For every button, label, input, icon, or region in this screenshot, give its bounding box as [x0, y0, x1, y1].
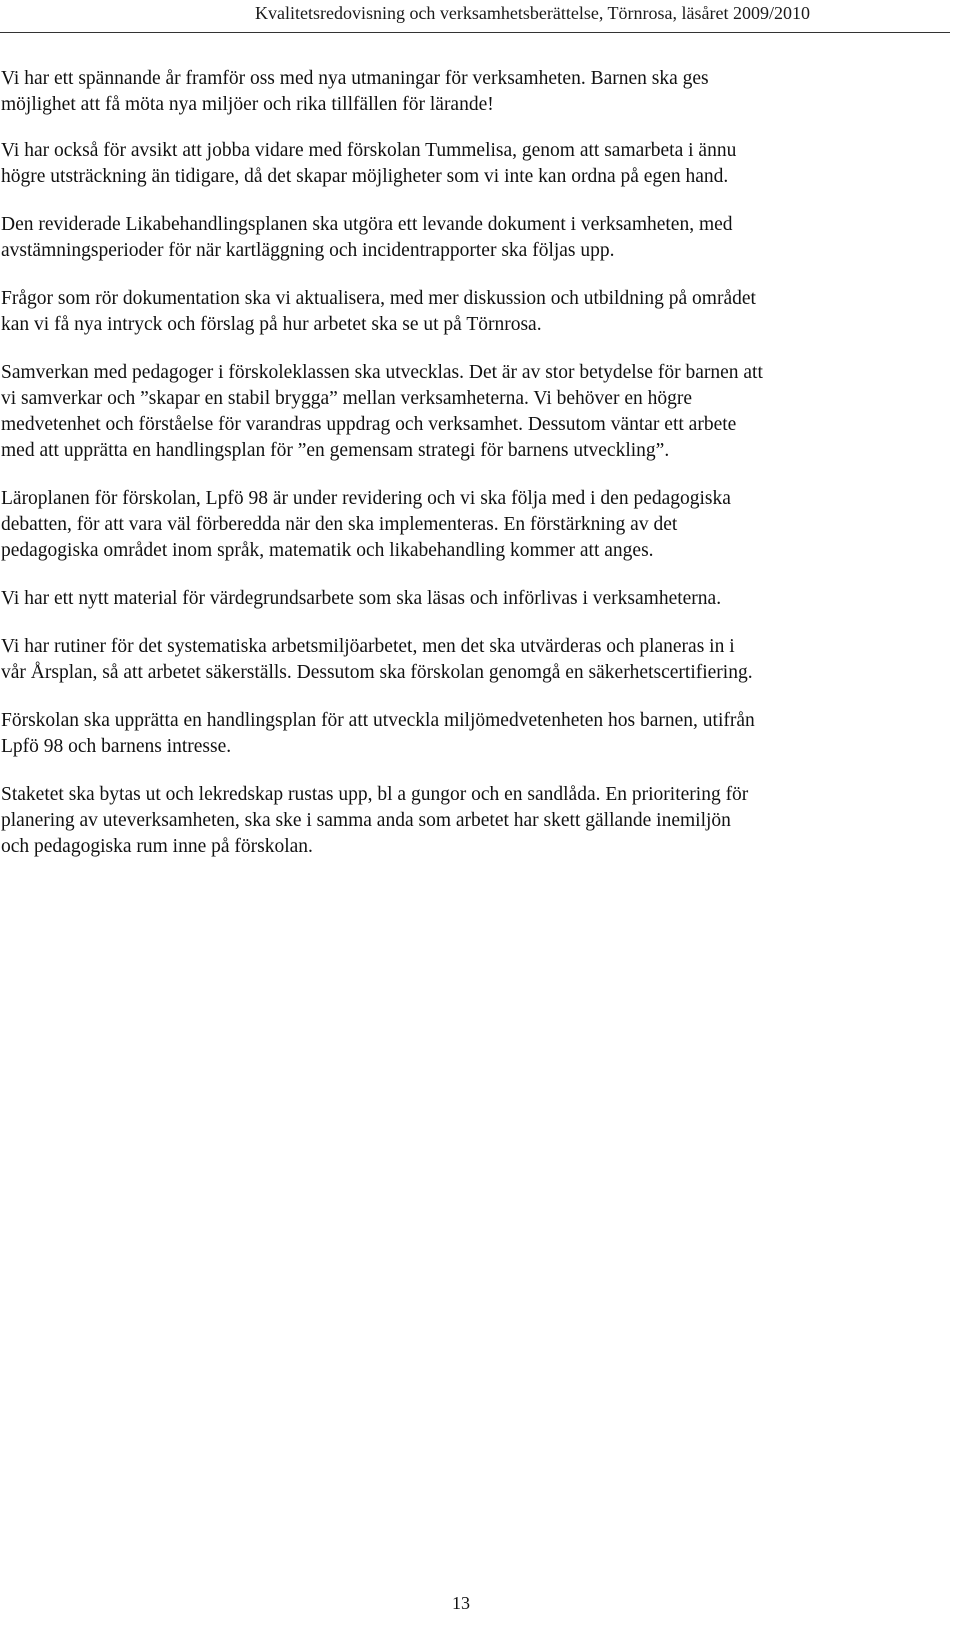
paragraph-laroplanen: Läroplanen för förskolan, Lpfö 98 är under revidering och vi ska följa med i den pedagogiska debatten, för att vara väl förberedda när den ska implementeras. En förstärkning av det pedagogiska området inom språk, matematik och likabehandling kommer att anges. [1, 488, 731, 561]
running-header: Kvalitetsredovisning och verksamhetsberättelse, Törnrosa, läsåret 2009/2010 [254, 3, 810, 23]
paragraph-dokumentation: Frågor som rör dokumentation ska vi aktualisera, med mer diskussion och utbildning på området kan vi få nya intryck och förslag på hur arbetet ska se ut på Törnrosa. [1, 288, 756, 335]
paragraph-likabehandling: Den reviderade Likabehandlingsplanen ska utgöra ett levande dokument i verksamheten, med avstämningsperioder för när kartläggning och incidentrapporter ska följas upp. [1, 214, 733, 261]
paragraph-miljomedvetenhet: Förskolan ska upprätta en handlingsplan för att utveckla miljömedvetenheten hos barnen, utifrån Lpfö 98 och barnens intresse. [1, 710, 755, 757]
paragraph-staketet: Staketet ska bytas ut och lekredskap rustas upp, bl a gungor och en sandlåda. En prioritering för planering av uteverksamheten, ska ske i samma anda som arbetet har skett gällande inemiljön och pedagogiska rum inne på förskolan. [1, 784, 749, 857]
paragraph-vardegrund: Vi har ett nytt material för värdegrundsarbete som ska läsas och införlivas i verksamheterna. [1, 588, 722, 609]
paragraph-samverkan: Samverkan med pedagoger i förskoleklassen ska utvecklas. Det är av stor betydelse för barnen att vi samverkar och ”skapar en stabil brygga” mellan verksamheterna. Vi behöver en högre medvetenhet och förståelse för varandras uppdrag och verksamhet. Dessutom väntar ett arbete med att upprätta en handlingsplan för ”en gemensam strategi för barnens utveckling”. [1, 362, 763, 461]
paragraph-intro: Vi har ett spännande år framför oss med nya utmaningar för verksamheten. Barnen ska ges möjlighet att få möta nya miljöer och rika tillfällen för lärande! [1, 68, 709, 115]
page-number: 13 [452, 1593, 470, 1613]
body-text [1, 66, 953, 882]
paragraph-arbetsmiljo: Vi har rutiner för det systematiska arbetsmiljöarbetet, men det ska utvärderas och planeras in i vår Årsplan, så att arbetet säkerställs. Dessutom ska förskolan genomgå en säkerhetscertifiering. [1, 636, 753, 683]
header-rule [0, 32, 950, 33]
paragraph-tummelisa: Vi har också för avsikt att jobba vidare med förskolan Tummelisa, genom att samarbeta i ännu högre utsträckning än tidigare, då det skapar möjligheter som vi inte kan ordna på egen hand. [1, 140, 737, 187]
